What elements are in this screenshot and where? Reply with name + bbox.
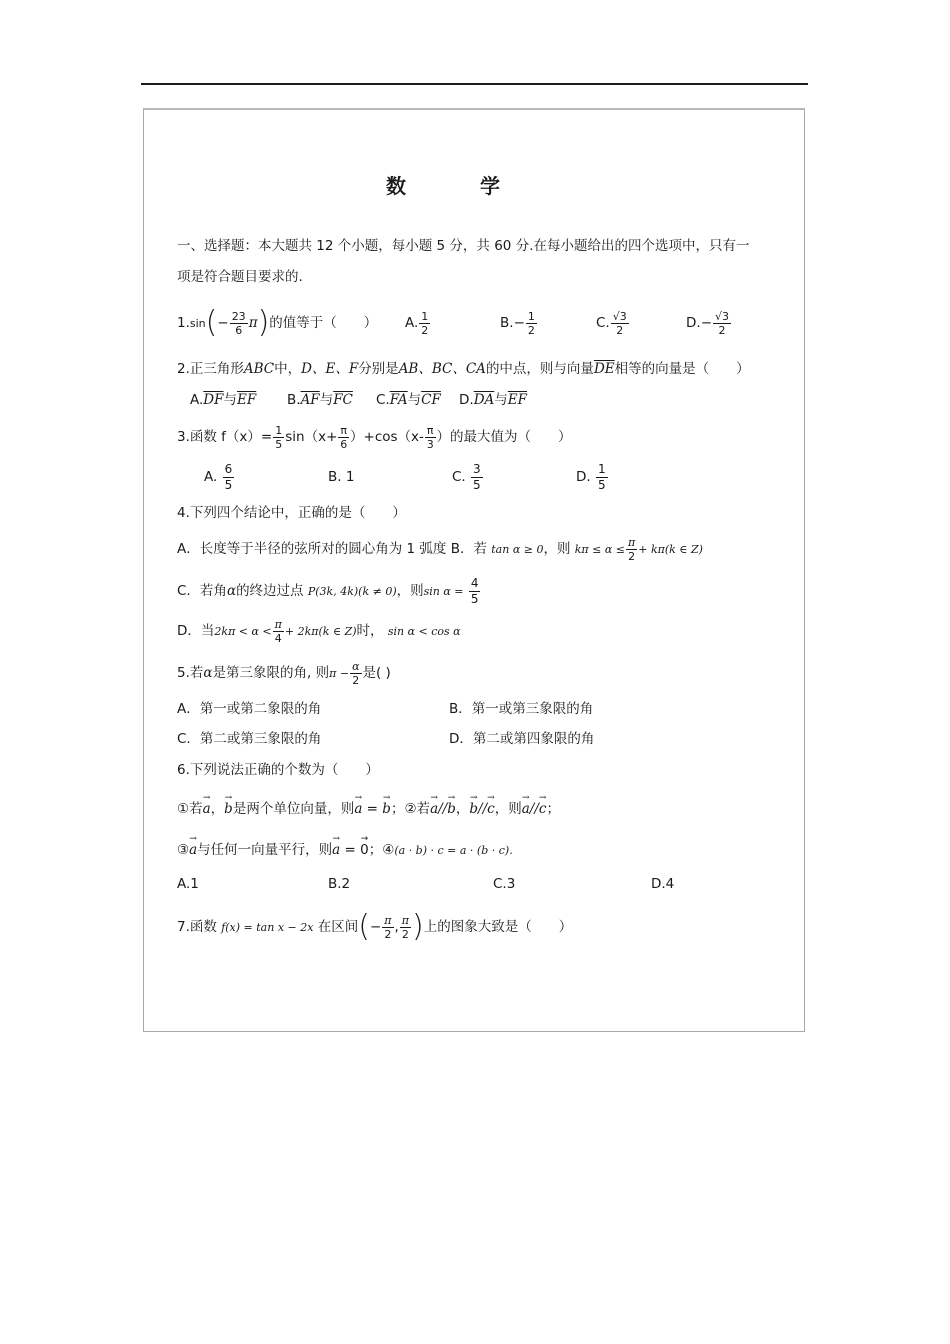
question-3: 3.函数 f（x）= $\frac{1}{5}$ sin（x+ $\frac{\pi}{6}$ ）+cos（x- $\frac{\pi}{3}$ ）的最大值为（ ） [177,423,572,451]
fraction-23-6: $\frac{23}{6}$ [231,309,246,337]
q1-option-b: B.− $\frac{1}{2}$ [500,309,535,337]
q4-option-d: D．当2kπ < α < $\frac{\pi}{4}$ + 2kπ(k ∈ Z)时， sin α < cos α [177,617,461,645]
question-4: 4.下列四个结论中，正确的是（ ） [177,505,406,521]
q5-option-b: B．第一或第三象限的角 [449,701,594,717]
q6-option-a: A.1 [177,876,199,892]
title-char-1: 数 [386,174,408,198]
q1-option-c: C. $\frac{√3}{2}$ [596,309,627,337]
question-5: 5.若α是第三象限的角, 则π − $\frac{\alpha}{2}$ 是( ) [177,659,391,687]
q4-options-ab: A．长度等于半径的弦所对的圆心角为 1 弧度 B．若 tan α ≥ 0，则 kπ ≤ α ≤ $\frac{\pi}{2}$ + kπ(k ∈ Z) [177,535,703,563]
q2-option-c: $C.\overline{FA}$与$\overline{CF}$ [376,392,441,408]
q3-option-d: D. $\frac{1}{5}$ [576,461,606,492]
question-1: 1.sin(− $\frac{23}{6}$ π)的值等于（ ） [177,305,378,340]
q2-option-b: $B.\overline{AF}$与$\overline{FC}$ [287,392,353,408]
q6-option-d: D.4 [651,876,675,892]
q6-option-c: C.3 [493,876,516,892]
q3-option-a: A. $\frac{6}{5}$ [204,461,233,492]
q5-option-a: A．第一或第二象限的角 [177,701,322,717]
question-2: 2.正三角形ABC中，D、E、F分别是AB、BC、CA的中点，则与向量$\overline{DE}$相等的向量是（ ） [177,361,750,377]
top-rule [141,83,808,85]
q6-option-b: B.2 [328,876,351,892]
q5-option-d: D．第二或第四象限的角 [449,731,595,747]
q3-option-c: C. $\frac{3}{5}$ [452,461,481,492]
q2-option-a: $A.\overline{DF}$与$\overline{EF}$ [190,392,257,408]
title-char-2: 学 [480,174,502,198]
q6-statements-1-2: ①若→ a，→ b是两个单位向量，则→ a = → b；②若→ a//→ b，→ b//→ c，则→ a//→ c； [177,800,560,818]
q4-option-c: C．若角α的终边过点 P(3k, 4k)(k ≠ 0)，则sin α = $\frac{4}{5}$ [177,575,479,606]
section-instructions-line2: 项是符合题目要求的. [177,269,303,285]
q5-option-c: C．第二或第三象限的角 [177,731,322,747]
question-6: 6.下列说法正确的个数为（ ） [177,762,379,778]
section-instructions-line1: 一、选择题：本大题共 12 个小题，每小题 5 分，共 60 分.在每小题给出的四个选项中，只有一 [177,238,750,254]
q1-option-a: A. $\frac{1}{2}$ [405,309,429,337]
q6-statements-3-4: ③→ a与任何一向量平行，则→ a = → 0；④(a · b) · c = a · (b · c). [177,841,513,860]
q1-option-d: D.− $\frac{√3}{2}$ [686,309,730,337]
q3-option-b: B. 1 [328,469,355,485]
q2-option-d: $D.\overline{DA}$与$\overline{EF}$ [459,392,527,408]
question-7: 7.函数 f(x) = tan x − 2x 在区间(− $\frac{\pi}{2}$ , $\frac{\pi}{2}$ )上的图象大致是（ ） [177,909,573,944]
